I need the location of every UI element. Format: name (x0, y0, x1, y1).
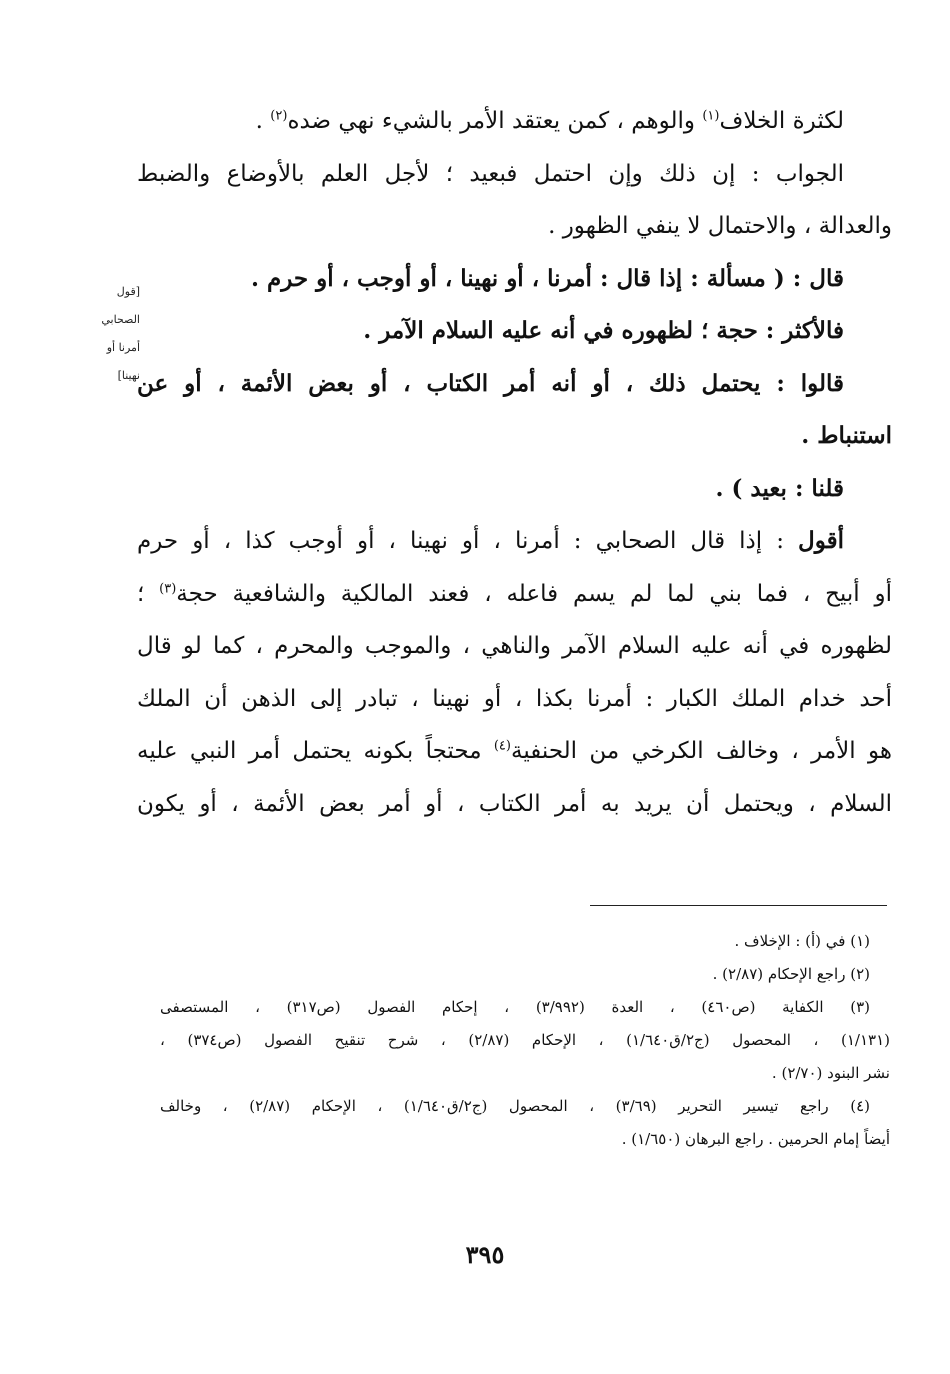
footnote-4-line-1: (٤) راجع تيسير التحرير (٣/٦٩) ، المحصول (ج٢/ق١/٦٤٠) ، الإحكام (٢/٨٧) ، وخالف (160, 1097, 870, 1115)
footnote-ref-4[interactable]: (٤) (493, 738, 511, 754)
footnote-1: (١) في (أ) : الإخلاف . (734, 932, 870, 950)
body-line-4: قال : ( مسألة : إذا قال : أمرنا ، أو نهينا ، أو أوجب ، أو حرم . (250, 264, 844, 292)
footnote-3-line-2: (١/١٣١) ، المحصول (ج٢/ق١/٦٤٠) ، الإحكام (٢/٨٧) ، شرح تنقيح الفصول (ص٣٧٤) ، (160, 1031, 890, 1049)
body-line-13 (137, 725, 892, 778)
body-line-6: قالوا : يحتمل ذلك ، أو أنه أمر الكتاب ، أو بعض الأئمة ، أو عن (137, 369, 844, 397)
margin-note (82, 278, 140, 390)
text-segment: أو أبيح ، فما بني لما لم يسم فاعله ، فعند المالكية والشافعية حجة (176, 580, 892, 607)
body-line-14: السلام ، ويحتمل أن يريد به أمر الكتاب ، أو أمر بعض الأئمة ، أو يكون (137, 790, 892, 817)
body-line-5: فالأكثر : حجة ؛ لظهوره في أنه عليه السلام الآمر . (363, 317, 844, 344)
footnote-4-line-2: أيضاً إمام الحرمين . راجع البرهان (١/٦٥٠) . (621, 1130, 890, 1148)
body-line-11: لظهوره في أنه عليه السلام الآمر والناهي ، والموجب والمحرم ، كما لو قال (137, 633, 892, 659)
text-segment: ؛ (137, 580, 160, 607)
text-segment: . (255, 108, 271, 134)
margin-note-line: نهينا] (117, 369, 140, 382)
body-line-9 (137, 515, 844, 568)
footnote-ref-2[interactable]: (٢) (270, 108, 288, 124)
body-line-1 (137, 95, 844, 148)
body-line-12: أحد خدام الملك الكبار : أمرنا بكذا ، أو نهينا ، تبادر إلى الذهن أن الملك (137, 685, 892, 712)
text-segment: والوهم ، كمن يعتقد الأمر بالشيء نهي ضده (287, 108, 703, 134)
body-line-10 (137, 568, 892, 621)
body-line-8: قلنا : بعيد ) . (715, 474, 844, 502)
text-segment: محتجاً بكونه يحتمل أمر النبي عليه (137, 738, 494, 764)
page-number: ٣٩٥ (465, 1240, 505, 1269)
body-line-3: والعدالة ، والاحتمال لا ينفي الظهور . (548, 213, 892, 239)
main-text (137, 95, 892, 830)
section-lead-word: أقول (798, 527, 844, 554)
footnotes (160, 925, 890, 1156)
footnote-3-line-3: نشر البنود (٢/٧٠) . (771, 1064, 890, 1082)
footnote-3-line-1: (٣) الكفاية (ص٤٦٠) ، العدة (٣/٩٩٢) ، إحكام الفصول (ص٣١٧) ، المستصفى (160, 998, 870, 1016)
body-line-7: استنباط . (801, 422, 892, 449)
margin-note-line: [قول (116, 285, 140, 298)
footnote-2: (٢) راجع الإحكام (٢/٨٧) . (712, 965, 870, 983)
footnote-ref-3[interactable]: (٣) (159, 580, 177, 596)
margin-note-line: الصحابي (101, 313, 140, 326)
text-segment: : إذا قال الصحابي : أمرنا ، أو نهينا ، أو أوجب كذا ، أو حرم (137, 528, 799, 554)
text-segment: لكثرة الخلاف (719, 108, 844, 134)
margin-note-line: أمرنا أو (106, 341, 140, 354)
footnote-divider (590, 905, 887, 906)
text-segment: هو الأمر ، وخالف الكرخي من الحنفية (510, 738, 892, 764)
footnote-ref-1[interactable]: (١) (702, 108, 720, 124)
body-line-2: الجواب : إن ذلك وإن احتمل فبعيد ؛ لأجل العلم بالأوضاع والضبط (137, 160, 844, 187)
